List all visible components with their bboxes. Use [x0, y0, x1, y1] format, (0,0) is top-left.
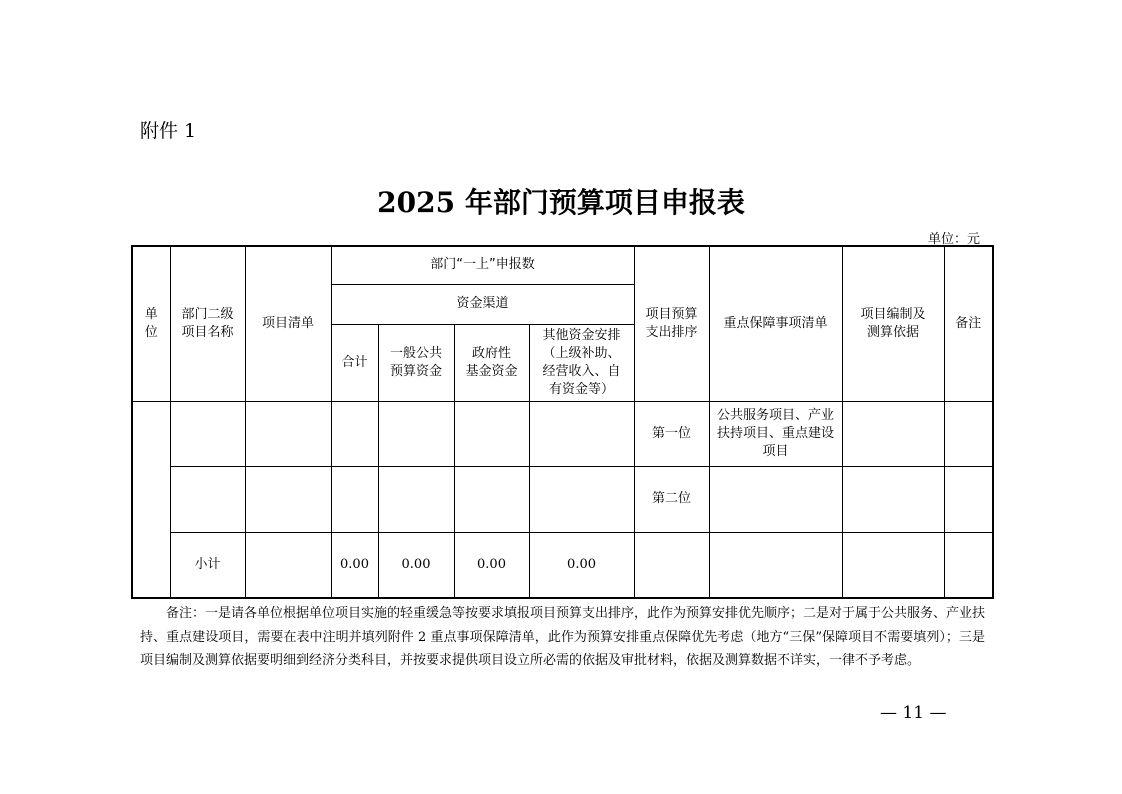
header-key-guarantee-list: 重点保障事项清单 [709, 246, 842, 401]
guarantee-cell [709, 532, 842, 598]
footnote: 备注：一是请各单位根据单位项目实施的轻重缓急等按要求填报项目预算支出排序，此作为预算安排优先顺序；二是对于属于公共服务、产业扶持、重点建设项目，需要在表中注明并填列附件 2 重点事项保障清单，此作为预算安排重点保障优先考虑（地方“三保”保障项目不需要填列）；三是项目编制及测算依据要明细到经济分类科目，并按要求提供项目设立所必需的依据及审批材料，依据及测算数据不详实，一律不予考虑。 [140, 606, 986, 668]
general-budget-cell [378, 401, 454, 466]
general-budget-cell [378, 466, 454, 532]
page-number: — 11 — [880, 703, 947, 723]
header-declared-amount: 部门“一上”申报数 [331, 246, 634, 284]
header-project-list: 项目清单 [245, 246, 331, 401]
header-gov-fund: 政府性 基金资金 [454, 324, 529, 401]
subtotal-other-funds: 0.00 [529, 532, 634, 598]
subtotal-gov-fund: 0.00 [454, 532, 529, 598]
basis-cell [842, 401, 944, 466]
guarantee-cell: 公共服务项目、产业扶持项目、重点建设项目 [709, 401, 842, 466]
priority-cell: 第一位 [634, 401, 709, 466]
table-row [132, 401, 993, 466]
header-priority-order: 项目预算 支出排序 [634, 246, 709, 401]
project-name-cell [170, 401, 245, 466]
project-list-cell [245, 532, 331, 598]
unit-cell [132, 401, 170, 598]
header-basis: 项目编制及 测算依据 [842, 246, 944, 401]
header-dept-project-name: 部门二级 项目名称 [170, 246, 245, 401]
header-fund-channels: 资金渠道 [331, 284, 634, 324]
guarantee-cell [709, 466, 842, 532]
header-remarks: 备注 [944, 246, 993, 401]
other-funds-cell [529, 466, 634, 532]
gov-fund-cell [454, 401, 529, 466]
header-unit: 单 位 [132, 246, 170, 401]
subtotal-row [132, 532, 993, 598]
basis-cell [842, 532, 944, 598]
remarks-cell [944, 532, 993, 598]
header-total: 合计 [331, 324, 378, 401]
project-list-cell [245, 466, 331, 532]
subtotal-label: 小计 [170, 532, 245, 598]
gov-fund-cell [454, 466, 529, 532]
table-row [132, 466, 993, 532]
total-cell [331, 401, 378, 466]
priority-cell: 第二位 [634, 466, 709, 532]
remarks-cell [944, 401, 993, 466]
basis-cell [842, 466, 944, 532]
header-general-public-budget: 一般公共 预算资金 [378, 324, 454, 401]
attachment-label: 附件 1 [140, 120, 197, 142]
subtotal-general-budget: 0.00 [378, 532, 454, 598]
project-name-cell [170, 466, 245, 532]
header-other-funds: 其他资金安排 （上级补助、 经营收入、自 有资金等） [529, 324, 634, 401]
remarks-cell [944, 466, 993, 532]
total-cell [331, 466, 378, 532]
priority-cell [634, 532, 709, 598]
other-funds-cell [529, 401, 634, 466]
page-title: 2025 年部门预算项目申报表 [377, 186, 745, 219]
budget-table [131, 245, 994, 599]
project-list-cell [245, 401, 331, 466]
unit-label: 单位：元 [927, 232, 980, 247]
subtotal-total: 0.00 [331, 532, 378, 598]
